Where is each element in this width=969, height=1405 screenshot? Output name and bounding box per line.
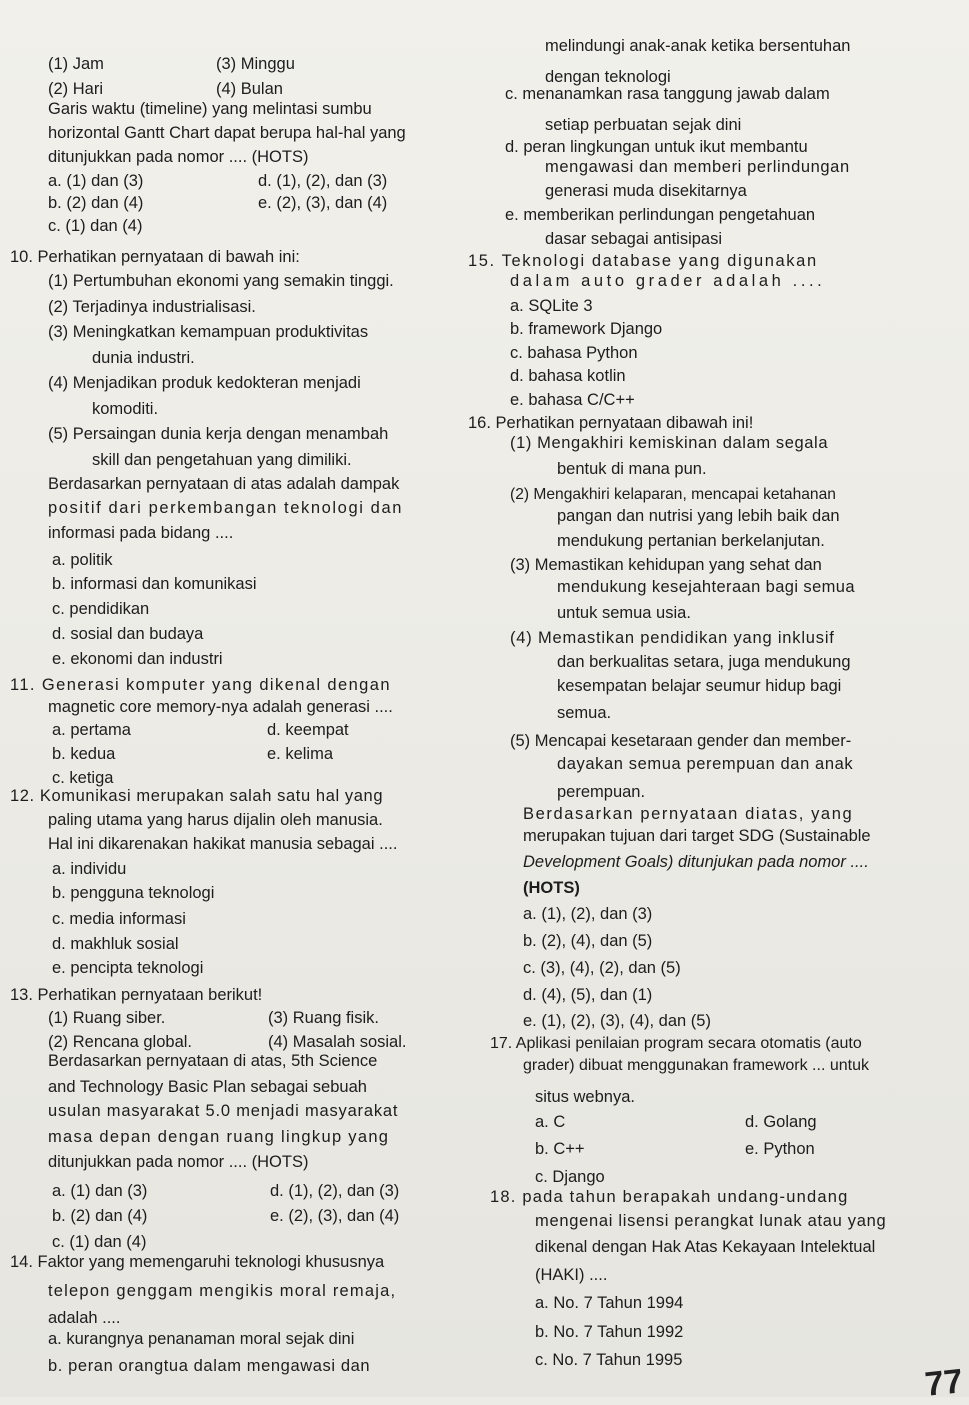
question-18-stem: (HAKI) .... bbox=[535, 1266, 608, 1284]
question-14-continued: mengawasi dan memberi perlindungan bbox=[545, 158, 850, 176]
question-18-option: b. No. 7 Tahun 1992 bbox=[535, 1323, 684, 1341]
question-16-item: dayakan semua perempuan dan anak bbox=[557, 755, 854, 773]
question-14-stem: 14. Faktor yang memengaruhi teknologi khususnya bbox=[10, 1253, 385, 1271]
question-16-item: (2) Mengakhiri kelaparan, mencapai ketahanan bbox=[510, 486, 836, 503]
question-10-stem: 10. Perhatikan pernyataan di bawah ini: bbox=[10, 248, 300, 266]
question-14-continued: dasar sebagai antisipasi bbox=[545, 230, 723, 248]
question-10-item: skill dan pengetahuan yang dimiliki. bbox=[92, 451, 352, 469]
question-14-continued: d. peran lingkungan untuk ikut membantu bbox=[505, 138, 808, 156]
question-15-option: a. SQLite 3 bbox=[510, 297, 593, 315]
question-16-item: pangan dan nutrisi yang lebih baik dan bbox=[557, 507, 840, 525]
question-16-ask: Development Goals) ditunjukan pada nomor .... bbox=[523, 853, 869, 871]
question-9-stem: Garis waktu (timeline) yang melintasi sumbu bbox=[48, 100, 372, 118]
question-16-item: (4) Memastikan pendidikan yang inklusif bbox=[510, 629, 835, 647]
question-11-stem: 11. Generasi komputer yang dikenal dengan bbox=[10, 676, 391, 694]
question-15-option: b. framework Django bbox=[510, 320, 663, 338]
question-16-ask: Berdasarkan pernyataan diatas, yang bbox=[523, 805, 854, 823]
question-14-continued: melindungi anak-anak ketika bersentuhan bbox=[545, 37, 851, 55]
question-9-stem: ditunjukkan pada nomor .... (HOTS) bbox=[48, 148, 309, 166]
question-13-ask: and Technology Basic Plan sebagai sebuah bbox=[48, 1078, 367, 1096]
question-13-ask: usulan masyarakat 5.0 menjadi masyarakat bbox=[48, 1102, 399, 1120]
question-18-option: a. No. 7 Tahun 1994 bbox=[535, 1294, 684, 1312]
question-11-stem: magnetic core memory-nya adalah generasi .... bbox=[48, 698, 393, 716]
question-18-stem: mengenai lisensi perangkat lunak atau yang bbox=[535, 1212, 887, 1230]
question-10-item: (1) Pertumbuhan ekonomi yang semakin tinggi. bbox=[48, 272, 394, 290]
question-10-option: b. informasi dan komunikasi bbox=[52, 575, 257, 593]
question-12-option: e. pencipta teknologi bbox=[52, 959, 204, 977]
question-16-item: semua. bbox=[557, 704, 612, 722]
question-17-stem: grader) dibuat menggunakan framework ... untuk bbox=[523, 1057, 869, 1074]
question-12-option: c. media informasi bbox=[52, 910, 186, 928]
question-10-item: (5) Persaingan dunia kerja dengan menambah bbox=[48, 425, 389, 443]
question-16-option: c. (3), (4), (2), dan (5) bbox=[523, 959, 681, 977]
question-15-stem: 15. Teknologi database yang digunakan bbox=[468, 252, 818, 270]
question-16-option: b. (2), (4), dan (5) bbox=[523, 932, 653, 950]
question-16-item: mendukung pertanian berkelanjutan. bbox=[557, 532, 825, 550]
question-12-option: b. pengguna teknologi bbox=[52, 884, 215, 902]
question-14-continued: setiap perbuatan sejak dini bbox=[545, 116, 742, 134]
question-18-option: c. No. 7 Tahun 1995 bbox=[535, 1351, 683, 1369]
question-14-continued: c. menanamkan rasa tanggung jawab dalam bbox=[505, 85, 830, 103]
question-17-stem: 17. Aplikasi penilaian program secara otomatis (auto bbox=[490, 1035, 862, 1052]
question-10-option: e. ekonomi dan industri bbox=[52, 650, 223, 668]
question-14-option: a. kurangnya penanaman moral sejak dini bbox=[48, 1330, 355, 1348]
question-10-item: (2) Terjadinya industrialisasi. bbox=[48, 298, 256, 316]
page-number: 77 bbox=[923, 1362, 965, 1404]
question-10-item: (4) Menjadikan produk kedokteran menjadi bbox=[48, 374, 361, 392]
question-10-ask: informasi pada bidang .... bbox=[48, 524, 234, 542]
question-12-stem: 12. Komunikasi merupakan salah satu hal yang bbox=[10, 787, 384, 805]
question-16-item: kesempatan belajar seumur hidup bagi bbox=[557, 677, 842, 695]
question-12-stem: paling utama yang harus dijalin oleh manusia. bbox=[48, 811, 383, 829]
question-17-stem: situs webnya. bbox=[535, 1088, 635, 1106]
question-14-continued: generasi muda disekitarnya bbox=[545, 182, 747, 200]
question-13-ask: masa depan dengan ruang lingkup yang bbox=[48, 1128, 390, 1146]
question-14-continued: e. memberikan perlindungan pengetahuan bbox=[505, 206, 816, 224]
question-16-option: e. (1), (2), (3), (4), dan (5) bbox=[523, 1012, 711, 1030]
question-14-continued: dengan teknologi bbox=[545, 68, 671, 86]
question-16-item: bentuk di mana pun. bbox=[557, 460, 707, 478]
question-13-stem: 13. Perhatikan pernyataan berikut! bbox=[10, 986, 263, 1004]
question-10-item: (3) Meningkatkan kemampuan produktivitas bbox=[48, 323, 369, 341]
question-10-item: dunia industri. bbox=[92, 349, 195, 367]
question-16-item: (5) Mencapai kesetaraan gender dan member- bbox=[510, 732, 852, 750]
question-13-ask: ditunjukkan pada nomor .... (HOTS) bbox=[48, 1153, 309, 1171]
question-10-ask: Berdasarkan pernyataan di atas adalah dampak bbox=[48, 475, 400, 493]
question-18-stem: dikenal dengan Hak Atas Kekayaan Intelektual bbox=[535, 1238, 876, 1256]
question-16-item: (3) Memastikan kehidupan yang sehat dan bbox=[510, 556, 822, 574]
question-10-ask: positif dari perkembangan teknologi dan bbox=[48, 499, 404, 517]
question-16-item: perempuan. bbox=[557, 783, 646, 801]
question-16-item: untuk semua usia. bbox=[557, 604, 691, 622]
right-column: melindungi anak-anak ketika bersentuhan dengan teknologi c. menanamkan rasa tanggung jawab dalam setiap perbuatan sejak dini d. peran lingkungan untuk ikut membantu mengawasi dan memberi perlindungan generasi muda disekitarnya e. memberikan perlindungan pengetahuan dasar sebagai antisipasi 15. Teknologi database yang digunakan dalam auto grader adalah .... a. SQLite 3 b. framework Django c. bahasa Python d. bahasa kotlin e. bahasa C/C++ 16. Perhatikan pernyataan dibawah ini! (1) Mengakhiri kemiskinan dalam segala bentuk di mana pun. (2) Mengakhiri kelaparan, mencapai ketahanan pangan dan nutrisi yang lebih baik dan mendukung pertanian berkelanjutan. (3) Memastikan kehidupan yang sehat dan mendukung kesejahteraan bagi semua untuk semua usia. (4) Memastikan pendidikan yang inklusif dan berkualitas setara, juga mendukung kesempatan belajar seumur hidup bagi semua. (5) Mencapai kesetaraan gender dan member- dayakan semua perempuan dan anak perempuan. Berdasarkan pernyataan diatas, yang merupakan tujuan dari target SDG (Sustainable Development Goals) ditunjukan pada nomor .... (HOTS) a. (1), (2), dan (3) b. (2), (4), dan (5) c. (3), (4), (2), dan (5) d. (4), (5), dan (1) e. (1), (2), (3), (4), dan (5) 17. Aplikasi penilaian program secara otomatis (auto grader) dibuat menggunakan framework ... untuk situs webnya. a. C d. Golang b. C++ e. Python c. Django 18. pada tahun berapakah undang-undang mengenai lisensi perangkat lunak atau yang dikenal dengan Hak Atas Kekayaan Intelektual (HAKI) .... a. No. 7 Tahun 1994 b. No. 7 Tahun 1992 c. No. 7 Tahun 1995 bbox=[468, 37, 887, 1369]
question-16-option: a. (1), (2), dan (3) bbox=[523, 905, 653, 923]
question-16-ask: merupakan tujuan dari target SDG (Sustainable bbox=[523, 827, 871, 845]
question-14-stem: telepon genggam mengikis moral remaja, bbox=[48, 1282, 397, 1300]
question-10-option: a. politik bbox=[52, 551, 113, 569]
question-15-option: c. bahasa Python bbox=[510, 344, 638, 362]
question-10-option: d. sosial dan budaya bbox=[52, 625, 204, 643]
question-12-option: d. makhluk sosial bbox=[52, 935, 179, 953]
question-10-option: c. pendidikan bbox=[52, 600, 150, 618]
left-column: (1) Jam (3) Minggu (2) Hari (4) Bulan Garis waktu (timeline) yang melintasi sumbu horizontal Gantt Chart dapat berupa hal-hal yang ditunjukkan pada nomor .... (HOTS) a. (1) dan (3) d. (1), (2), dan (3) b. (2) dan (4) e. (2), (3), dan (4) c. (1) dan (4) 10. Perhatikan pernyataan di bawah ini: (1) Pertumbuhan ekonomi yang semakin tinggi. (2) Terjadinya industrialisasi. (3) Meningkatkan kemampuan produktivitas dunia industri. (4) Menjadikan produk kedokteran menjadi komoditi. (5) Persaingan dunia kerja dengan menambah skill dan pengetahuan yang dimiliki. Berdasarkan pernyataan di atas adalah dampak positif dari perkembangan teknologi dan informasi pada bidang .... a. politik b. informasi dan komunikasi c. pendidikan d. sosial dan budaya e. ekonomi dan industri 11. Generasi komputer yang dikenal dengan magnetic core memory-nya adalah generasi .... a. pertama d. keempat b. kedua e. kelima c. ketiga 12. Komunikasi merupakan salah satu hal yang paling utama yang harus dijalin oleh manusia. Hal ini dikarenakan hakikat manusia sebagai .... a. individu b. pengguna teknologi c. media informasi d. makhluk sosial e. pencipta teknologi 13. Perhatikan pernyataan berikut! (1) Ruang siber. (3) Ruang fisik. (2) Rencana global. (4) Masalah sosial. Berdasarkan pernyataan di atas, 5th Science and Technology Basic Plan sebagai sebuah usulan masyarakat 5.0 menjadi masyarakat masa depan dengan ruang lingkup yang ditunjukkan pada nomor .... (HOTS) a. (1) dan (3) d. (1), (2), dan (3) b. (2) dan (4) e. (2), (3), dan (4) c. (1) dan (4) 14. Faktor yang memengaruhi teknologi khususnya telepon genggam mengikis moral remaja, adalah .... a. kurangnya penanaman moral sejak dini b. peran orangtua dalam mengawasi dan bbox=[10, 55, 407, 1375]
question-16-item: mendukung kesejahteraan bagi semua bbox=[557, 578, 855, 596]
question-16-ask: (HOTS) bbox=[523, 879, 580, 897]
question-18-stem: 18. pada tahun berapakah undang-undang bbox=[490, 1188, 849, 1206]
question-14-stem: adalah .... bbox=[48, 1309, 121, 1327]
question-16-option: d. (4), (5), dan (1) bbox=[523, 986, 653, 1004]
question-16-item: dan berkualitas setara, juga mendukung bbox=[557, 653, 851, 671]
question-13-ask: Berdasarkan pernyataan di atas, 5th Science bbox=[48, 1052, 378, 1070]
question-10-item: komoditi. bbox=[92, 400, 159, 418]
question-12-stem: Hal ini dikarenakan hakikat manusia sebagai .... bbox=[48, 835, 398, 853]
question-15-stem: dalam auto grader adalah .... bbox=[510, 272, 826, 290]
question-15-option: d. bahasa kotlin bbox=[510, 367, 626, 385]
question-14-option: b. peran orangtua dalam mengawasi dan bbox=[48, 1357, 371, 1375]
question-12-option: a. individu bbox=[52, 860, 127, 878]
question-16-stem: 16. Perhatikan pernyataan dibawah ini! bbox=[468, 414, 754, 432]
question-9-stem: horizontal Gantt Chart dapat berupa hal-hal yang bbox=[48, 124, 406, 142]
question-15-option: e. bahasa C/C++ bbox=[510, 391, 635, 409]
question-16-item: (1) Mengakhiri kemiskinan dalam segala bbox=[510, 434, 829, 452]
